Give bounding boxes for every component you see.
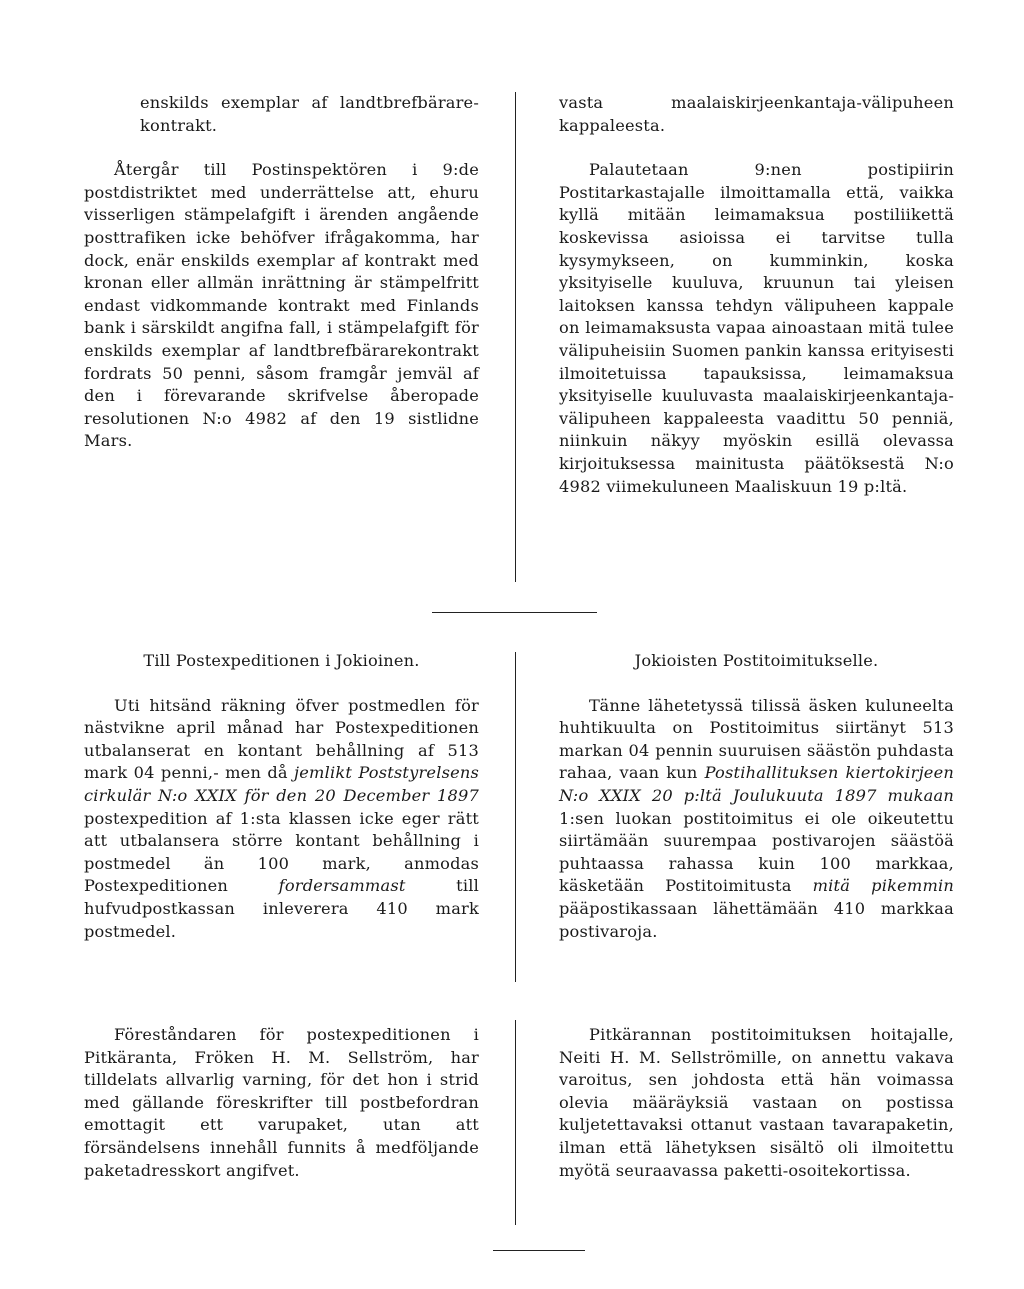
section1-right-column — [559, 92, 954, 498]
section2-right-text-1: Tänne lähetetyssä tilissä äsken kuluneelta huhtikuulta on Postitoimitus siirtänyt 513 markan 04 pennin suuruisen säästön puhdasta rahaa, vaan kun — [559, 695, 954, 783]
section3-right-column — [559, 1024, 954, 1182]
section1-left-p2: Återgår till Postinspektören i 9:de postdistriktet med underrättelse att, ehuru visserligen stämpelafgift i ärenden angående posttrafiken icke behöfver ifrågakomma, har dock, enär enskilds exemplar af kontrakt med kronan eller allmän inrättning är stämpelfritt endast vidkommande kontrakt med Finlands bank i särskildt angifna fall, i stämpelafgift för enskilds exemplar af landtbrefbärarekontrakt fordrats 50 penni, såsom framgår jemväl af den i förevarande skrifvelse åberopade resolutionen N:o 4982 af den 19 sistlidne Mars. — [84, 160, 479, 451]
section2-left-column — [84, 650, 479, 943]
section3-right-p1: Pitkärannan postitoimituksen hoitajalle, Neiti H. M. Sellströmille, on annettu vakava varoitus, sen johdosta että hän voimassa olevia määräyksiä vastaan on postissa kuljetettavaksi ottanut vastaan tavarapaketin, ilman että lähetyksen sisältö oli ilmoitettu myötä seuraavassa paketti-osoitekortissa. — [559, 1025, 954, 1180]
section2-right-italic-2: mitä pikemmin — [812, 876, 954, 896]
section2-right-italic-1: Postihallituksen kiertokirjeen N:o XXIX 20 p:ltä Joulukuuta 1897 mukaan — [559, 763, 954, 805]
column-divider-3 — [515, 1020, 516, 1225]
section-separator-1 — [432, 612, 597, 613]
section2-left-italic-2: fordersammast — [278, 876, 406, 896]
section2-right-body — [559, 695, 954, 944]
section2-left-text-1: Uti hitsänd räkning öfver postmedlen för nästvikne april månad har Postexpeditionen utbalanserat en kontant behållning af 513 mark 04 penni,- men då — [84, 695, 479, 783]
section1-right-p1: vasta maalaiskirjeenkantaja-välipuheen kappaleesta. — [559, 93, 954, 135]
section1-left-p1: enskilds exemplar af landtbrefbärare-kontrakt. — [140, 93, 479, 135]
section3-left-column — [84, 1024, 479, 1182]
column-divider-1 — [515, 92, 516, 582]
section2-right-column — [559, 650, 954, 943]
column-divider-2 — [515, 652, 516, 982]
section2-left-text-3: till hufvudpostkassan inleverera 410 mark postmedel. — [84, 876, 479, 941]
section-separator-2 — [493, 1250, 585, 1251]
section2-left-heading: Till Postexpeditionen i Jokioinen. — [143, 651, 420, 670]
section1-right-p2: Palautetaan 9:nen postipiirin Postitarkastajalle ilmoittamalla että, vaikka kyllä mitään leimamaksua postiliikettä koskevissa asioissa ei tarvitse tulla kysymykseen, on kumminkin, koska yksityiselle kuuluva, kruunun tai yleisen laitoksen kanssa tehdyn välipuheen kappale on leimamaksusta vapaa ainoastaan mitä tulee välipuheisiin Suomen pankin kanssa erityisesti ilmoitetuissa tapauksissa, leimamaksua yksityiselle kuuluvasta maalaiskirjeenkantaja-välipuheen kappaleesta vaadittu 50 penniä, niinkuin näkyy myöskin esillä olevassa kirjoituksessa mainitusta päätöksestä N:o 4982 viimekuluneen Maaliskuun 19 p:ltä. — [559, 160, 954, 496]
section1-left-column — [84, 92, 479, 453]
section2-right-heading: Jokioisten Postitoimitukselle. — [634, 651, 879, 670]
section2-right-text-3: pääpostikassaan lähettämään 410 markkaa postivaroja. — [559, 898, 954, 941]
section3-left-p1: Föreståndaren för postexpeditionen i Pitkäranta, Fröken H. M. Sellström, har tilldelats allvarlig varning, för det hon i strid med gällande föreskrifter till postbefordran emottagit ett varupaket, utan att försändelsens innehåll funnits å medföljande paketadresskort angifvet. — [84, 1025, 479, 1180]
section2-left-body — [84, 695, 479, 944]
section2-left-text-2: postexpedition af 1:sta klassen icke eger rätt att utbalansera större kontant behållning i postmedel än 100 mark, anmodas Postexpeditionen — [84, 808, 479, 896]
section2-left-italic-1: jemlikt Poststyrelsens cirkulär N:o XXIX för den 20 December 1897 — [84, 763, 479, 805]
section2-right-text-2: 1:sen luokan postitoimitus ei ole oikeutettu siirtämään suurempaa postivarojen säästöä puhtaassa rahassa kuin 100 markkaa, käsketään Postitoimitusta — [559, 808, 954, 896]
